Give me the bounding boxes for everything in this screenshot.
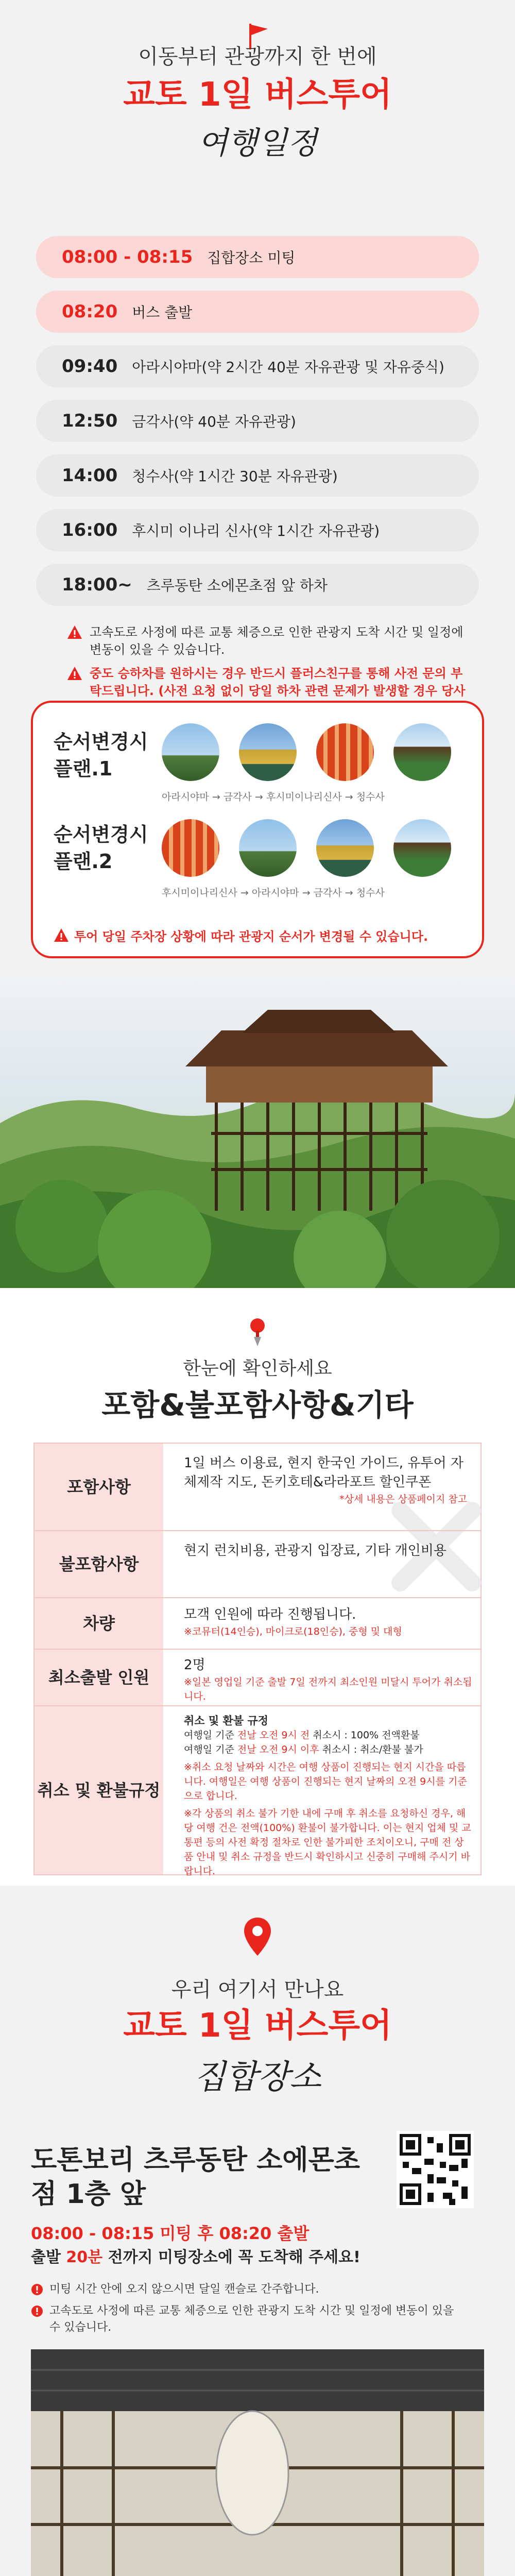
table-row — [35, 1650, 480, 1706]
plan1-route: 아라시야마 → 금각사 → 후시미이나리신사 → 청수사 — [162, 791, 385, 803]
schedule-time: 18:00~ — [62, 574, 132, 595]
warning-icon — [67, 625, 82, 639]
kinkakuji-photo — [316, 819, 374, 877]
fushimi-photo — [162, 819, 219, 877]
meeting-section — [0, 1886, 515, 2576]
fushimi-photo — [316, 723, 374, 781]
included-label: 포함사항 — [35, 1444, 163, 1530]
meeting-place: 도톤보리 츠루동탄 소에몬초점 1층 앞 — [31, 2145, 360, 2210]
note-item: 미팅 시간 안에 오지 않으시면 달일 캔슬로 간주합니다. — [31, 2281, 464, 2298]
table-row — [35, 1598, 480, 1650]
schedule-row — [36, 564, 479, 606]
schedule-desc: 금각사(약 40분 자유관광) — [132, 413, 296, 430]
warning-icon — [54, 928, 69, 942]
excluded-label: 불포함사항 — [35, 1531, 163, 1597]
schedule-time: 08:00 - 08:15 — [62, 247, 193, 267]
schedule-row — [36, 454, 479, 497]
schedule-desc: 버스 출발 — [132, 304, 193, 321]
note-item: 고속도로 사정에 따른 교통 체증으로 인한 관광지 도착 시간 및 일정에 변동이 있을 수 있습니다. — [67, 623, 469, 658]
refund-label: 취소 및 환불규정 — [35, 1706, 163, 1874]
location-pin-icon — [242, 1917, 273, 1958]
schedule-row — [36, 291, 479, 333]
schedule-desc: 집합장소 미팅 — [207, 249, 296, 266]
table-row — [35, 1531, 480, 1598]
inclusions-table — [33, 1443, 482, 1875]
itinerary-subtitle: 이동부터 관광까지 한 번에 — [138, 45, 377, 69]
pushpin-icon — [245, 1316, 270, 1347]
kinkakuji-photo — [239, 723, 297, 781]
schedule-time: 09:40 — [62, 356, 118, 377]
note-item: 고속도로 사정에 따른 교통 체증으로 인한 관광지 도착 시간 및 일정에 변동이 있을 수 있습니다. — [31, 2303, 464, 2336]
schedule-desc: 아라시야마(약 2시간 40분 자유관광 및 자유중식) — [132, 359, 444, 376]
meeting-script-title: 집합장소 — [194, 2058, 321, 2096]
kiyomizu-temple-photo — [0, 969, 515, 1288]
arrival-notice: 출발 20분 전까지 미팅장소에 꼭 도착해 주세요! — [31, 2248, 360, 2266]
arashiyama-photo — [239, 819, 297, 877]
meeting-notes — [31, 2281, 464, 2341]
min-people-label: 최소출발 인원 — [35, 1650, 163, 1705]
itinerary-title: 교토 1일 버스투어 — [123, 76, 392, 114]
schedule-row — [36, 509, 479, 551]
inclusions-section — [0, 1288, 515, 1886]
schedule-time: 08:20 — [62, 301, 118, 322]
inclusions-title: 포함&불포함사항&기타 — [101, 1387, 414, 1422]
refund-cell: 취소 및 환불 규정 여행일 기준 전날 오전 9시 전 취소시 : 100% 전액환불 여행일 기준 전날 오전 9시 이후 취소시 : 취소/환불 불가 ※취소 요청 날짜와 시간은 여행 상품이 진행되는 현지 시간을 따릅니다. 여행일은 여행 상품이 진행되는 현지 날짜의 오전 9시를 기준으로 합니다. ※각 상품의 취소 불가 기한 내에 구매 후 취소를 요청하신 경우, 해당 여행 건은 전액(100%) 환불이 불가합니다. 이는 현지 업체 및 교통편 등의 사전 확정 절차로 인한 불가피한 조치이오니, 구매 전 상품 안내 및 취소 규정을 반드시 확인하시고 신중히 구매해 주시기 바랍니다. — [184, 1715, 471, 1877]
meeting-time: 08:00 - 08:15 미팅 후 08:20 출발 — [31, 2224, 310, 2243]
alert-circle-icon — [31, 2305, 43, 2317]
schedule-time: 12:50 — [62, 411, 118, 431]
storefront-photo — [31, 2349, 484, 2576]
meeting-subtitle: 우리 여기서 만나요 — [171, 1978, 344, 2002]
qr-code[interactable] — [397, 2131, 474, 2208]
arashiyama-photo — [162, 723, 219, 781]
table-row — [35, 1444, 480, 1531]
order-change-box — [31, 701, 484, 958]
meeting-title: 교토 1일 버스투어 — [123, 2007, 392, 2045]
schedule-row — [36, 236, 479, 278]
itinerary-script-title: 여행일정 — [198, 125, 317, 161]
kiyomizu-photo — [393, 723, 451, 781]
plan2-label: 순서변경시 플랜.2 — [54, 823, 148, 873]
schedule-time: 14:00 — [62, 465, 118, 486]
schedule-desc: 츠루동탄 소에몬초점 앞 하차 — [146, 577, 328, 594]
included-cell: 1일 버스 이용료, 현지 한국인 가이드, 유투어 자체제작 지도, 돈키호테&라라포트 할인쿠폰 *상세 내용은 상품페이지 참고 — [184, 1455, 467, 1505]
min-people-cell: 2명 ※일본 영업일 기준 출발 7일 전까지 최소인원 미달시 투어가 취소됩니다. — [184, 1657, 472, 1702]
schedule-row — [36, 345, 479, 387]
table-row — [35, 1706, 480, 1877]
alert-circle-icon — [31, 2283, 43, 2296]
plan2-route: 후시미이나리신사 → 아라시야마 → 금각사 → 청수사 — [162, 887, 385, 899]
warning-icon — [67, 666, 82, 681]
order-change-warning: 투어 당일 주차장 상황에 따라 관광지 순서가 변경될 수 있습니다. — [54, 926, 428, 944]
note-item: 중도 승하차를 원하시는 경우 반드시 플러스친구를 통해 사전 문의 부탁드립니다. (사전 요청 없이 당일 하차 관련 문제가 발생할 경우 당사 — [67, 665, 469, 717]
plan1-label: 순서변경시 플랜.1 — [54, 731, 148, 780]
schedule-desc: 청수사(약 1시간 30분 자유관광) — [132, 468, 338, 485]
inclusions-subtitle: 한눈에 확인하세요 — [183, 1358, 332, 1379]
schedule-time: 16:00 — [62, 520, 118, 540]
schedule-row — [36, 400, 479, 442]
kiyomizu-photo — [393, 819, 451, 877]
schedule-desc: 후시미 이나리 신사(약 1시간 자유관광) — [132, 522, 380, 539]
excluded-cell: 현지 런치비용, 관광지 입장료, 기타 개인비용 — [184, 1543, 447, 1558]
vehicle-label: 차량 — [35, 1598, 163, 1649]
vehicle-cell: 모객 인원에 따라 진행됩니다. ※코뮤터(14인승), 마이크로(18인승), 중형 및 대형 — [184, 1607, 402, 1637]
